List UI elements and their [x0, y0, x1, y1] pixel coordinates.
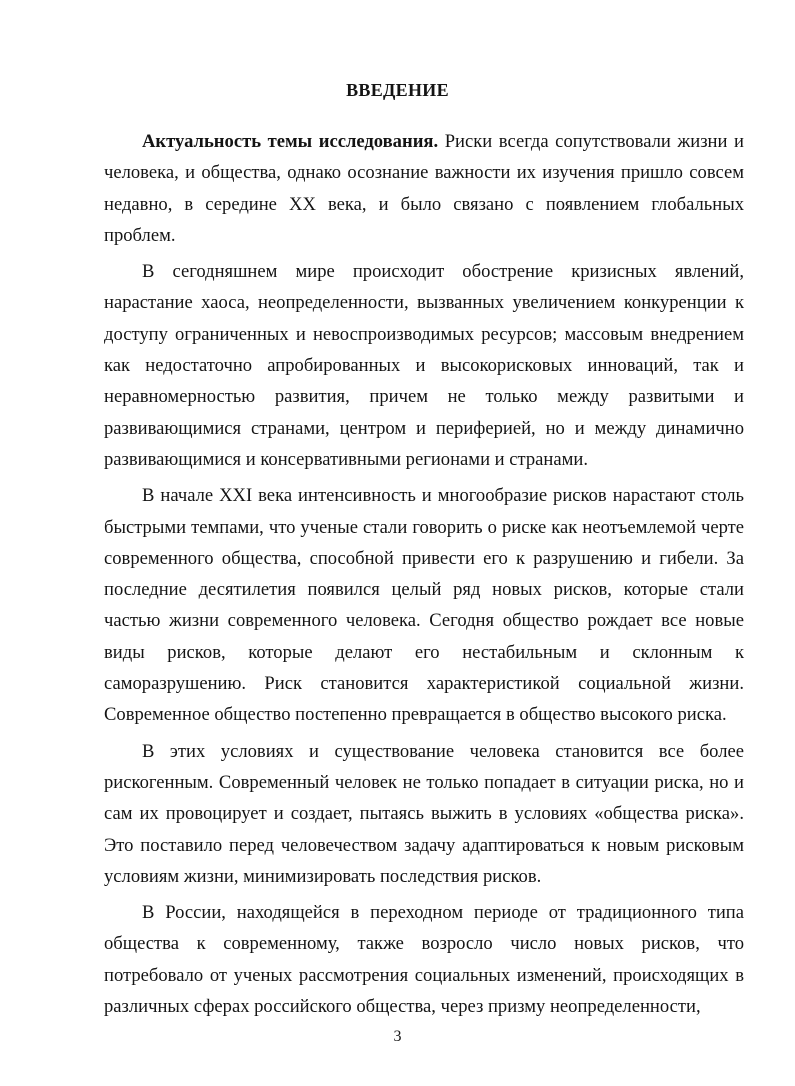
paragraph-human-existence: В этих условиях и существование человека становится все более рискогенным. Современный человек не только попадает в ситуации риска, но и сам их провоцирует и создает, пытаясь выжить в условиях «общества риска». Это поставило перед человечеством задачу адаптироваться к новым рисковым условиям жизни, минимизировать последствия рисков. [104, 740, 744, 887]
paragraph-xxi-century: В начале XXI века интенсивность и многообразие рисков нарастают столь быстрыми темпами, что ученые стали говорить о риске как неотъемлемой черте современного общества, способной привести его к разрушению и гибели. За последние десятилетия появился целый ряд новых рисков, которые стали частью жизни современного человека. Сегодня общество рождает все новые виды рисков, которые делают его нестабильным и склонным к саморазрушению. Риск становится характеристикой социальной жизни. Современное общество постепенно превращается в общество высокого риска. [104, 485, 744, 726]
paragraph-lead: Актуальность темы исследования. [142, 131, 439, 152]
body-text [104, 126, 744, 1022]
paragraph-russia: В России, находящейся в переходном периоде от традиционного типа общества к современному, также возросло число новых рисков, что потребовало от ученых рассмотрения социальных изменений, происходящих в различных сферах российского общества, через призму неопределенности, [104, 902, 744, 1018]
page-title: ВВЕДЕНИЕ [346, 80, 449, 100]
paragraph-text: Риски всегда сопутствовали жизни и человека, и общества, однако осознание важности их изучения пришло совсем недавно, в середине XX века, и было связано с появлением глобальных проблем. [104, 131, 744, 246]
paragraph-relevance [104, 126, 744, 251]
paragraph-crisis: В сегодняшнем мире происходит обострение кризисных явлений, нарастание хаоса, неопределенности, вызванных увеличением конкуренции к доступу ограниченных и невоспроизводимых ресурсов; массовым внедрением как недостаточно апробированных и высокорисковых инноваций, так и неравномерностью развития, причем не только между развитыми и развивающимися странами, центром и периферией, но и между динамично развивающимися и консервативными регионами и странами. [104, 261, 744, 470]
page-number: 3 [393, 1028, 402, 1045]
